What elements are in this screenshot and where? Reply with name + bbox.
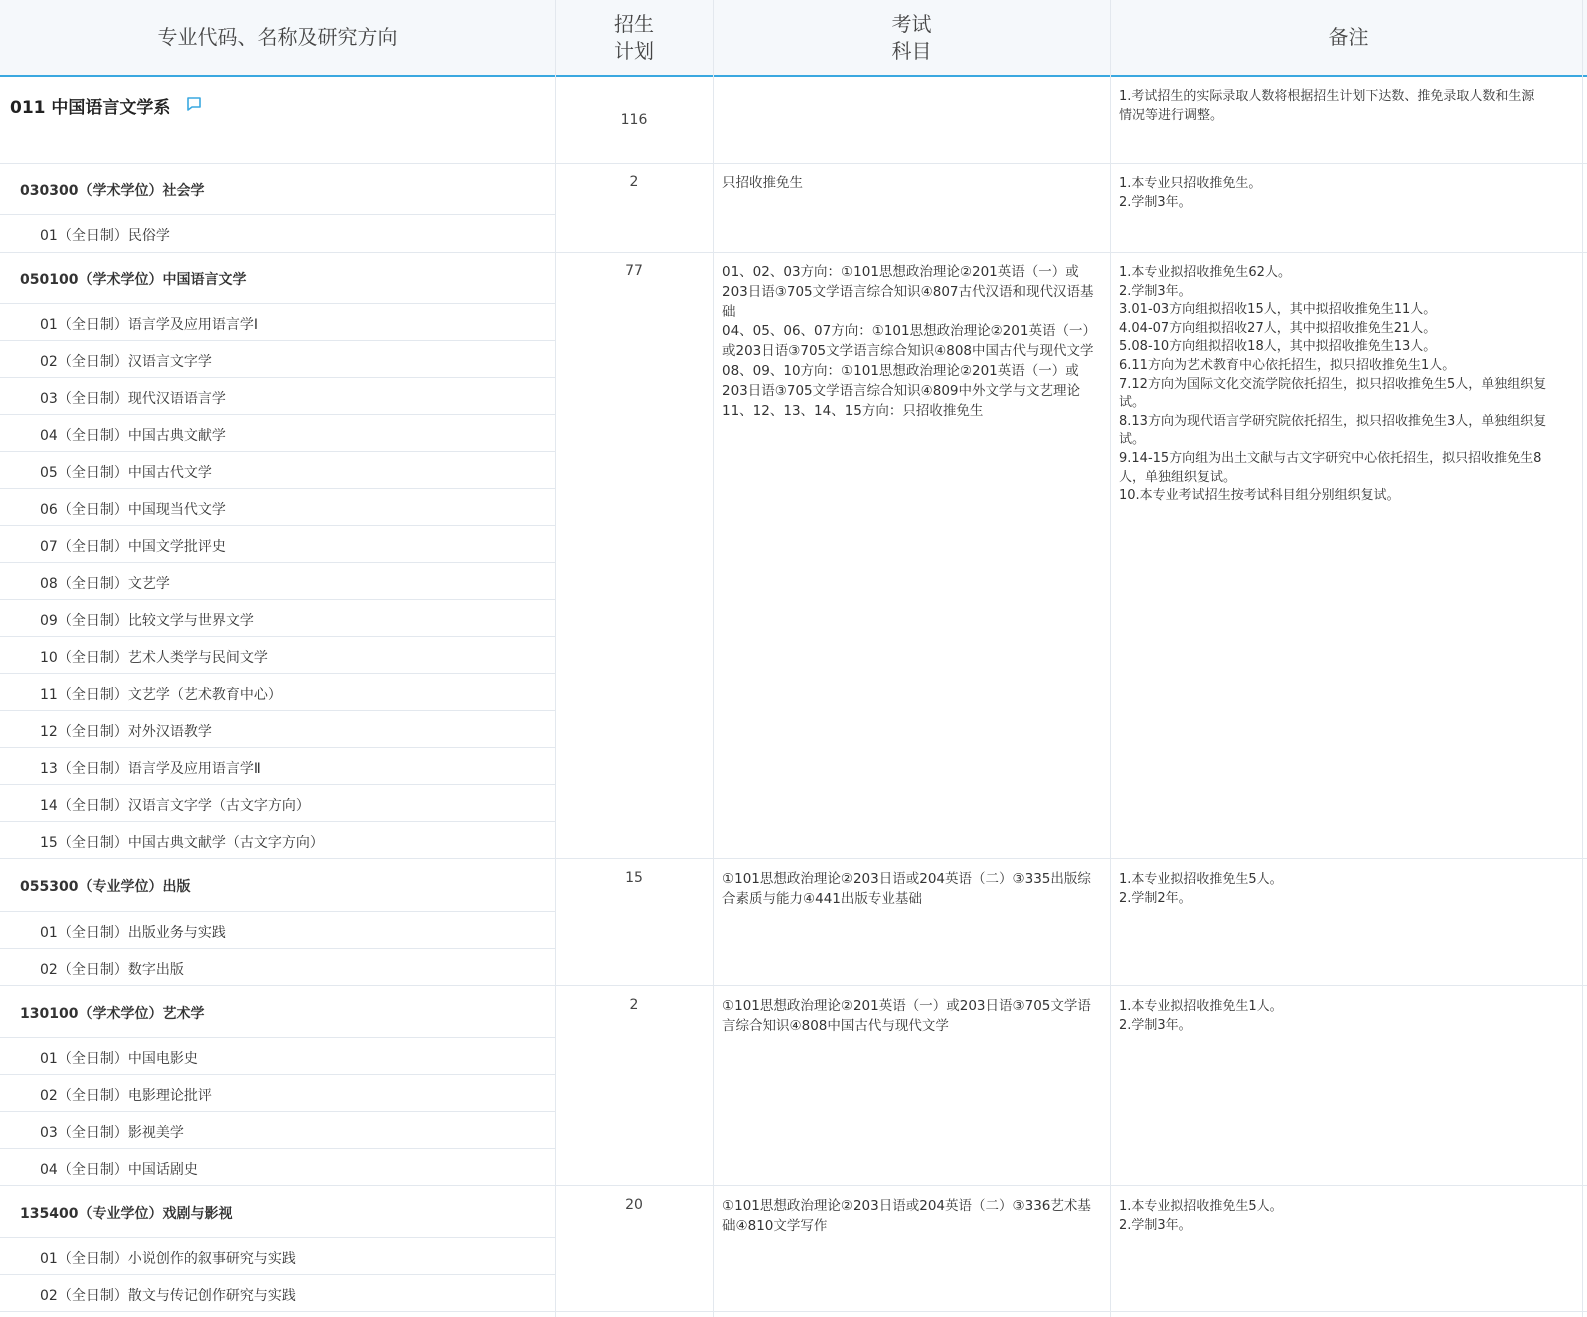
direction-item: 01（全日制）语言学及应用语言学Ⅰ bbox=[40, 317, 258, 333]
header-exam-label-2: 科目 bbox=[891, 38, 932, 63]
direction-item: 05（全日制）中国古代文学 bbox=[40, 465, 212, 481]
direction-item: 08（全日制）文艺学 bbox=[40, 576, 170, 592]
row-divider bbox=[0, 1148, 555, 1149]
note-line: 8.13方向为现代语言学研究院依托招生，拟只招收推免生3人，单独组织复 bbox=[1119, 413, 1547, 429]
major-title: 030300（学术学位）社会学 bbox=[20, 183, 205, 199]
header-plan-label-1: 招生 bbox=[614, 11, 654, 36]
major-plan: 15 bbox=[625, 870, 643, 886]
note-line: 试。 bbox=[1119, 395, 1146, 411]
row-divider bbox=[0, 948, 555, 949]
row-divider bbox=[0, 673, 555, 674]
note-line: 2.学制3年。 bbox=[1119, 194, 1192, 210]
major-exam bbox=[722, 870, 1102, 910]
direction-item: 15（全日制）中国古典文献学（古文字方向） bbox=[40, 835, 324, 851]
major-exam bbox=[722, 1197, 1102, 1237]
direction-item: 06（全日制）中国现当代文学 bbox=[40, 502, 226, 518]
note-line: 4.04-07方向组拟招收27人，其中拟招收推免生21人。 bbox=[1119, 320, 1437, 336]
note-line: 试。 bbox=[1119, 432, 1146, 448]
note-line: 2.学制2年。 bbox=[1119, 890, 1192, 906]
row-divider bbox=[0, 636, 555, 637]
note-line: 1.本专业拟招收推免生5人。 bbox=[1119, 1199, 1283, 1214]
column-divider bbox=[1110, 0, 1111, 1317]
row-divider bbox=[0, 784, 555, 785]
direction-item: 02（全日制）汉语言文字学 bbox=[40, 354, 212, 370]
note-line: 1.本专业拟招收推免生62人。 bbox=[1119, 265, 1291, 280]
row-divider bbox=[0, 1274, 555, 1275]
header-major bbox=[0, 0, 555, 75]
header-note-label: 备注 bbox=[1328, 25, 1369, 49]
major-title: 130100（学术学位）艺术学 bbox=[20, 1006, 205, 1022]
major-note bbox=[1119, 264, 1579, 506]
major-title: 055300（专业学位）出版 bbox=[20, 879, 191, 895]
major-note bbox=[1119, 998, 1579, 1035]
exam-line: 01、02、03方向：①101思想政治理论②201英语（一）或 bbox=[722, 264, 1079, 280]
row-divider bbox=[0, 414, 555, 415]
direction-item: 09（全日制）比较文学与世界文学 bbox=[40, 613, 254, 629]
exam-line: ①101思想政治理论②201英语（一）或203日语③705文学语 bbox=[722, 998, 1091, 1014]
row-divider bbox=[0, 1111, 555, 1112]
note-line: 2.学制3年。 bbox=[1119, 283, 1192, 299]
direction-item: 04（全日制）中国话剧史 bbox=[40, 1162, 198, 1178]
row-divider bbox=[0, 562, 555, 563]
direction-item: 02（全日制）散文与传记创作研究与实践 bbox=[40, 1288, 296, 1304]
note-line: 10.本专业考试招生按考试科目组分别组织复试。 bbox=[1119, 488, 1400, 504]
note-line: 6.11方向为艺术教育中心依托招生，拟只招收推免生1人。 bbox=[1119, 357, 1456, 373]
exam-line: ①101思想政治理论②203日语或204英语（二）③335出版综 bbox=[722, 871, 1091, 887]
exam-line: 203日语③705文学语言综合知识④809中外文学与文艺理论 bbox=[722, 382, 1081, 399]
note-line: 3.01-03方向组拟招收15人，其中拟招收推免生11人。 bbox=[1119, 302, 1437, 318]
note-line: 2.学制3年。 bbox=[1119, 1217, 1192, 1233]
direction-item: 01（全日制）民俗学 bbox=[40, 228, 170, 244]
note-line: 人，单独组织复试。 bbox=[1119, 469, 1237, 485]
exam-line: 或203日语③705文学语言综合知识④808中国古代与现代文学 bbox=[722, 343, 1094, 360]
header-exam-label-1: 考试 bbox=[891, 11, 932, 36]
exam-line: 只招收推免生 bbox=[722, 175, 803, 191]
row-divider bbox=[0, 1237, 555, 1238]
department-title: 011 中国语言文学系 bbox=[10, 98, 171, 118]
note-line: 9.14-15方向组为出土文献与古文字研究中心依托招生，拟只招收推免生8 bbox=[1119, 450, 1542, 466]
direction-item: 14（全日制）汉语言文字学（古文字方向） bbox=[40, 798, 310, 814]
major-title: 135400（专业学位）戏剧与影视 bbox=[20, 1206, 233, 1222]
department-plan: 116 bbox=[620, 112, 648, 128]
major-plan: 2 bbox=[629, 174, 639, 190]
direction-item: 07（全日制）中国文学批评史 bbox=[40, 539, 226, 555]
row-divider bbox=[0, 488, 555, 489]
row-divider bbox=[0, 451, 555, 452]
direction-item: 01（全日制）中国电影史 bbox=[40, 1051, 198, 1067]
column-divider bbox=[713, 0, 714, 1317]
row-divider bbox=[0, 911, 555, 912]
major-note bbox=[1119, 1198, 1579, 1235]
row-divider bbox=[0, 821, 555, 822]
direction-item: 04（全日制）中国古典文献学 bbox=[40, 428, 226, 444]
group-divider bbox=[0, 1185, 1587, 1186]
group-divider bbox=[0, 985, 1587, 986]
direction-item: 10（全日制）艺术人类学与民间文学 bbox=[40, 650, 268, 666]
major-note bbox=[1119, 175, 1579, 212]
row-divider bbox=[0, 1037, 555, 1038]
header-major-label: 专业代码、名称及研究方向 bbox=[157, 25, 398, 49]
exam-line: 合素质与能力④441出版专业基础 bbox=[722, 890, 922, 907]
row-divider bbox=[0, 599, 555, 600]
major-plan: 20 bbox=[625, 1197, 643, 1213]
row-divider bbox=[0, 340, 555, 341]
note-line: 7.12方向为国际文化交流学院依托招生，拟只招收推免生5人，单独组织复 bbox=[1119, 376, 1547, 392]
direction-item: 01（全日制）小说创作的叙事研究与实践 bbox=[40, 1251, 296, 1267]
direction-item: 03（全日制）影视美学 bbox=[40, 1125, 184, 1141]
header-plan bbox=[555, 0, 713, 75]
column-divider bbox=[555, 0, 556, 1317]
row-divider bbox=[0, 1074, 555, 1075]
note-line: 情况等进行调整。 bbox=[1119, 107, 1224, 123]
row-divider bbox=[0, 303, 555, 304]
header-exam bbox=[713, 0, 1110, 75]
header-note bbox=[1110, 0, 1587, 75]
group-divider bbox=[0, 858, 1587, 859]
exam-line: 04、05、06、07方向：①101思想政治理论②201英语（一） bbox=[722, 323, 1096, 340]
table-header bbox=[0, 0, 1587, 77]
major-exam bbox=[722, 997, 1102, 1037]
exam-line: 言综合知识④808中国古代与现代文学 bbox=[722, 1017, 949, 1034]
exam-line: 203日语③705文学语言综合知识④807古代汉语和现代汉语基 bbox=[722, 283, 1094, 300]
major-note bbox=[1119, 871, 1579, 908]
note-line: 1.考试招生的实际录取人数将根据招生计划下达数、推免录取人数和生源 bbox=[1119, 89, 1535, 104]
direction-item: 02（全日制）电影理论批评 bbox=[40, 1088, 212, 1104]
major-exam bbox=[722, 263, 1102, 421]
note-line: 1.本专业只招收推免生。 bbox=[1119, 176, 1262, 191]
major-exam bbox=[722, 174, 1102, 194]
note-line: 1.本专业拟招收推免生5人。 bbox=[1119, 872, 1283, 887]
direction-item: 01（全日制）出版业务与实践 bbox=[40, 925, 226, 941]
major-plan: 2 bbox=[629, 997, 639, 1013]
direction-item: 13（全日制）语言学及应用语言学Ⅱ bbox=[40, 761, 261, 777]
header-plan-label-2: 计划 bbox=[614, 38, 654, 63]
column-divider bbox=[1582, 0, 1583, 1317]
direction-item: 12（全日制）对外汉语教学 bbox=[40, 724, 212, 740]
exam-line: 11、12、13、14、15方向：只招收推免生 bbox=[722, 402, 984, 419]
note-line: 2.学制3年。 bbox=[1119, 1017, 1192, 1033]
group-divider bbox=[0, 1311, 1587, 1312]
row-divider bbox=[0, 525, 555, 526]
row-divider bbox=[0, 214, 555, 215]
note-line: 1.本专业拟招收推免生1人。 bbox=[1119, 999, 1283, 1014]
row-divider bbox=[0, 747, 555, 748]
row-divider bbox=[0, 377, 555, 378]
exam-line: 础④810文学写作 bbox=[722, 1217, 828, 1234]
row-divider bbox=[0, 710, 555, 711]
direction-item: 11（全日制）文艺学（艺术教育中心） bbox=[40, 687, 282, 703]
exam-line: 08、09、10方向：①101思想政治理论②201英语（一）或 bbox=[722, 362, 1079, 379]
note-line: 5.08-10方向组拟招收18人，其中拟招收推免生13人。 bbox=[1119, 339, 1437, 355]
major-plan: 77 bbox=[625, 263, 643, 279]
group-divider bbox=[0, 252, 1587, 253]
direction-item: 02（全日制）数字出版 bbox=[40, 962, 184, 978]
exam-line: 础 bbox=[722, 303, 736, 320]
major-title: 050100（学术学位）中国语言文学 bbox=[20, 272, 247, 288]
chat-bubble-icon[interactable] bbox=[185, 95, 203, 113]
exam-line: ①101思想政治理论②203日语或204英语（二）③336艺术基 bbox=[722, 1198, 1091, 1214]
direction-item: 03（全日制）现代汉语语言学 bbox=[40, 391, 226, 407]
department-note bbox=[1119, 88, 1579, 125]
